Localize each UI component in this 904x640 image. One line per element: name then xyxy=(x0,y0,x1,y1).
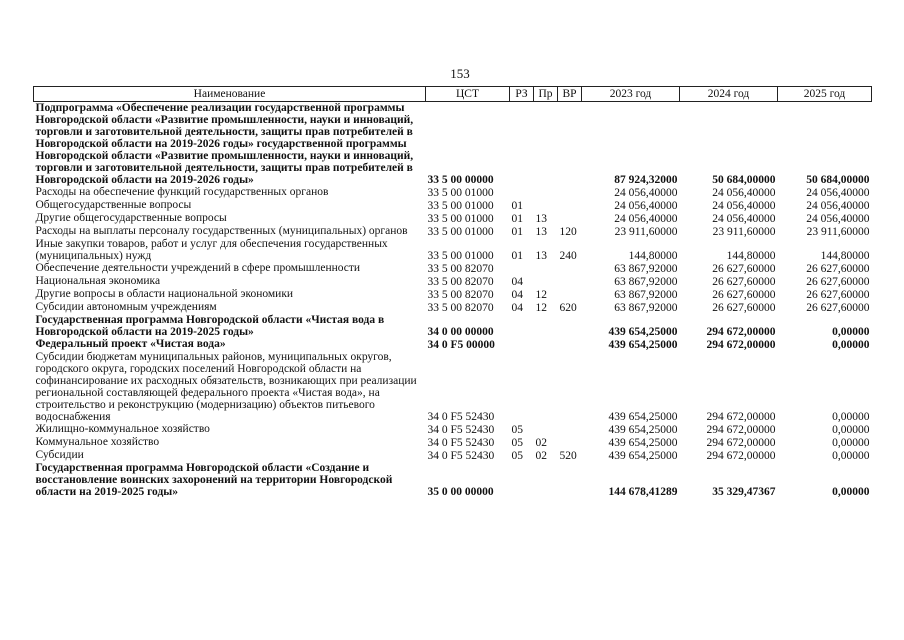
row-rz: 05 xyxy=(511,450,523,462)
row-value-2023: 63 867,92000 xyxy=(614,276,678,288)
page-number: 153 xyxy=(450,66,470,81)
row-cst: 33 5 00 82070 xyxy=(427,302,494,314)
row-cst: 33 5 00 82070 xyxy=(427,276,494,288)
row-value-2024: 294 672,00000 xyxy=(706,411,776,423)
row-cst: 34 0 F5 52430 xyxy=(427,450,495,462)
table-row xyxy=(34,102,872,187)
budget-table xyxy=(33,86,872,498)
row-pr: 02 xyxy=(535,437,547,449)
row-value-2024: 24 056,40000 xyxy=(712,200,776,212)
row-name: Субсидии xyxy=(35,449,84,461)
header-vr: ВР xyxy=(558,87,582,102)
row-name: Коммунальное хозяйство xyxy=(35,436,160,448)
row-pr xyxy=(534,462,558,498)
row-name: Иные закупки товаров, работ и услуг для обеспечения государственных (муниципальных) нужд xyxy=(35,238,388,262)
row-cst: 33 5 00 82070 xyxy=(427,263,494,275)
row-value-2024: 24 056,40000 xyxy=(712,187,776,199)
row-rz: 04 xyxy=(511,289,523,301)
row-value-2025: 144,80000 xyxy=(820,250,870,262)
row-value-2025: 24 056,40000 xyxy=(806,213,870,225)
table-row xyxy=(34,238,872,262)
table-row xyxy=(34,462,872,498)
table-row xyxy=(34,436,872,449)
table-row xyxy=(34,423,872,436)
table-row xyxy=(34,301,872,314)
row-value-2025: 50 684,00000 xyxy=(806,174,870,186)
row-rz xyxy=(510,351,534,423)
row-vr xyxy=(558,436,582,449)
row-value-2023: 439 654,25000 xyxy=(608,424,678,436)
row-value-2024: 26 627,60000 xyxy=(712,302,776,314)
row-vr xyxy=(558,423,582,436)
table-row xyxy=(34,449,872,462)
row-cst: 35 0 00 00000 xyxy=(427,486,494,498)
row-cst: 33 5 00 82070 xyxy=(427,289,494,301)
row-name: Подпрограмма «Обеспечение реализации государственной программы Новгородской области «Развитие промышленности, науки и инноваций, торговли и заготовительной деятельности, защиты прав потребителей в Новгородской области на 2019-2026 годы» государственной программы Новгородской области «Развитие промышленности, науки и инноваций, торговли и заготовительной деятельности, защиты прав потребителей в Новгородской области на 2019-2026 годы» xyxy=(35,102,414,186)
row-rz: 04 xyxy=(511,302,523,314)
row-name: Общегосударственные вопросы xyxy=(35,199,192,211)
row-rz: 01 xyxy=(511,250,523,262)
row-name: Государственная программа Новгородской области «Чистая вода в Новгородской области на 2019-2025 годы» xyxy=(35,314,385,338)
header-pr: Пр xyxy=(534,87,558,102)
row-vr: 240 xyxy=(559,250,577,262)
row-vr xyxy=(558,462,582,498)
row-cst: 34 0 F5 52430 xyxy=(427,437,495,449)
row-value-2025: 0,00000 xyxy=(832,411,870,423)
row-cst: 34 0 F5 00000 xyxy=(427,339,495,351)
row-pr xyxy=(534,423,558,436)
row-vr xyxy=(558,351,582,423)
row-value-2024: 26 627,60000 xyxy=(712,276,776,288)
row-cst: 33 5 00 00000 xyxy=(427,174,494,186)
row-rz xyxy=(510,186,534,199)
row-value-2025: 26 627,60000 xyxy=(806,276,870,288)
row-pr xyxy=(534,102,558,187)
row-rz xyxy=(510,262,534,275)
row-value-2023: 439 654,25000 xyxy=(608,450,678,462)
table-row xyxy=(34,186,872,199)
row-rz: 01 xyxy=(511,226,523,238)
row-vr xyxy=(558,186,582,199)
row-vr xyxy=(558,199,582,212)
row-vr xyxy=(558,275,582,288)
row-value-2024: 35 329,47367 xyxy=(712,486,776,498)
table-row xyxy=(34,314,872,338)
header-2023: 2023 год xyxy=(582,87,680,102)
row-value-2023: 63 867,92000 xyxy=(614,263,678,275)
row-name: Расходы на выплаты персоналу государственных (муниципальных) органов xyxy=(35,225,408,237)
row-vr: 120 xyxy=(559,226,577,238)
row-value-2023: 63 867,92000 xyxy=(614,302,678,314)
row-pr xyxy=(534,199,558,212)
row-value-2024: 294 672,00000 xyxy=(706,437,776,449)
row-pr xyxy=(534,314,558,338)
row-pr xyxy=(534,262,558,275)
row-value-2023: 144 678,41289 xyxy=(608,486,678,498)
row-name: Обеспечение деятельности учреждений в сфере промышленности xyxy=(35,262,361,274)
row-pr xyxy=(534,351,558,423)
row-value-2023: 144,80000 xyxy=(628,250,678,262)
row-value-2023: 24 056,40000 xyxy=(614,200,678,212)
row-value-2023: 439 654,25000 xyxy=(608,326,678,338)
row-name: Государственная программа Новгородской области «Создание и восстановление воинских захоронений на территории Новгородской области на 2019-2025 годы» xyxy=(35,462,393,498)
row-vr xyxy=(558,288,582,301)
row-value-2024: 294 672,00000 xyxy=(706,450,776,462)
row-value-2023: 87 924,32000 xyxy=(614,174,678,186)
row-value-2023: 439 654,25000 xyxy=(608,411,678,423)
header-2024: 2024 год xyxy=(680,87,778,102)
row-name: Субсидии бюджетам муниципальных районов, муниципальных округов, городского округа, городских поселений Новгородской области на софинансирование их расходных обязательств, возникающих при реализации региональной составляющей федерального проекта «Чистая вода», на строительство и реконструкцию (модернизацию) объектов питьевого водоснабжения xyxy=(35,351,417,423)
row-pr xyxy=(534,338,558,351)
row-value-2024: 23 911,60000 xyxy=(712,226,776,238)
row-name: Другие общегосударственные вопросы xyxy=(35,212,227,224)
row-name: Национальная экономика xyxy=(35,275,161,287)
row-pr xyxy=(534,275,558,288)
row-value-2024: 294 672,00000 xyxy=(706,424,776,436)
header-row xyxy=(34,87,872,102)
row-cst: 33 5 00 01000 xyxy=(427,187,494,199)
row-vr: 520 xyxy=(559,450,577,462)
row-value-2025: 24 056,40000 xyxy=(806,187,870,199)
row-value-2025: 26 627,60000 xyxy=(806,289,870,301)
table-row xyxy=(34,338,872,351)
table-row xyxy=(34,288,872,301)
row-cst: 33 5 00 01000 xyxy=(427,226,494,238)
row-vr xyxy=(558,338,582,351)
row-cst: 34 0 F5 52430 xyxy=(427,424,495,436)
row-value-2024: 26 627,60000 xyxy=(712,289,776,301)
row-vr xyxy=(558,314,582,338)
row-cst: 34 0 00 00000 xyxy=(427,326,494,338)
row-cst: 33 5 00 01000 xyxy=(427,250,494,262)
row-vr xyxy=(558,102,582,187)
row-value-2023: 24 056,40000 xyxy=(614,213,678,225)
row-value-2025: 26 627,60000 xyxy=(806,263,870,275)
row-value-2025: 24 056,40000 xyxy=(806,200,870,212)
row-value-2025: 0,00000 xyxy=(832,326,870,338)
row-pr: 12 xyxy=(535,302,547,314)
row-pr: 02 xyxy=(535,450,547,462)
row-pr: 12 xyxy=(535,289,547,301)
row-name: Субсидии автономным учреждениям xyxy=(35,301,217,313)
row-rz: 04 xyxy=(511,276,523,288)
row-rz xyxy=(510,314,534,338)
row-name: Другие вопросы в области национальной экономики xyxy=(35,288,294,300)
row-value-2025: 0,00000 xyxy=(832,437,870,449)
table-row xyxy=(34,275,872,288)
row-pr xyxy=(534,186,558,199)
table-row xyxy=(34,212,872,225)
header-cst: ЦСТ xyxy=(426,87,510,102)
row-vr xyxy=(558,212,582,225)
row-rz: 01 xyxy=(511,213,523,225)
row-pr: 13 xyxy=(535,226,547,238)
row-value-2025: 0,00000 xyxy=(832,450,870,462)
row-rz: 01 xyxy=(511,200,523,212)
table-row xyxy=(34,199,872,212)
row-value-2023: 23 911,60000 xyxy=(614,226,678,238)
row-cst: 33 5 00 01000 xyxy=(427,213,494,225)
row-value-2025: 0,00000 xyxy=(832,424,870,436)
header-rz: РЗ xyxy=(510,87,534,102)
row-value-2023: 24 056,40000 xyxy=(614,187,678,199)
header-2025: 2025 год xyxy=(778,87,872,102)
row-name: Расходы на обеспечение функций государственных органов xyxy=(35,186,329,198)
row-name: Жилищно-коммунальное хозяйство xyxy=(35,423,210,435)
row-vr: 620 xyxy=(559,302,577,314)
row-pr: 13 xyxy=(535,250,547,262)
row-value-2025: 26 627,60000 xyxy=(806,302,870,314)
row-rz xyxy=(510,338,534,351)
row-value-2024: 294 672,00000 xyxy=(706,339,776,351)
row-pr: 13 xyxy=(535,213,547,225)
row-rz: 05 xyxy=(511,437,523,449)
row-value-2023: 439 654,25000 xyxy=(608,339,678,351)
row-value-2024: 144,80000 xyxy=(726,250,776,262)
row-value-2024: 26 627,60000 xyxy=(712,263,776,275)
table-row xyxy=(34,225,872,238)
row-rz: 05 xyxy=(511,424,523,436)
row-vr xyxy=(558,262,582,275)
table-row xyxy=(34,351,872,423)
row-name: Федеральный проект «Чистая вода» xyxy=(35,338,226,350)
row-value-2025: 23 911,60000 xyxy=(806,226,870,238)
row-value-2025: 0,00000 xyxy=(832,339,870,351)
row-value-2024: 24 056,40000 xyxy=(712,213,776,225)
header-name: Наименование xyxy=(34,87,426,102)
row-cst: 33 5 00 01000 xyxy=(427,200,494,212)
row-value-2023: 63 867,92000 xyxy=(614,289,678,301)
row-value-2024: 50 684,00000 xyxy=(712,174,776,186)
row-value-2023: 439 654,25000 xyxy=(608,437,678,449)
row-rz xyxy=(510,462,534,498)
row-cst: 34 0 F5 52430 xyxy=(427,411,495,423)
row-value-2024: 294 672,00000 xyxy=(706,326,776,338)
table-row xyxy=(34,262,872,275)
row-rz xyxy=(510,102,534,187)
row-value-2025: 0,00000 xyxy=(832,486,870,498)
